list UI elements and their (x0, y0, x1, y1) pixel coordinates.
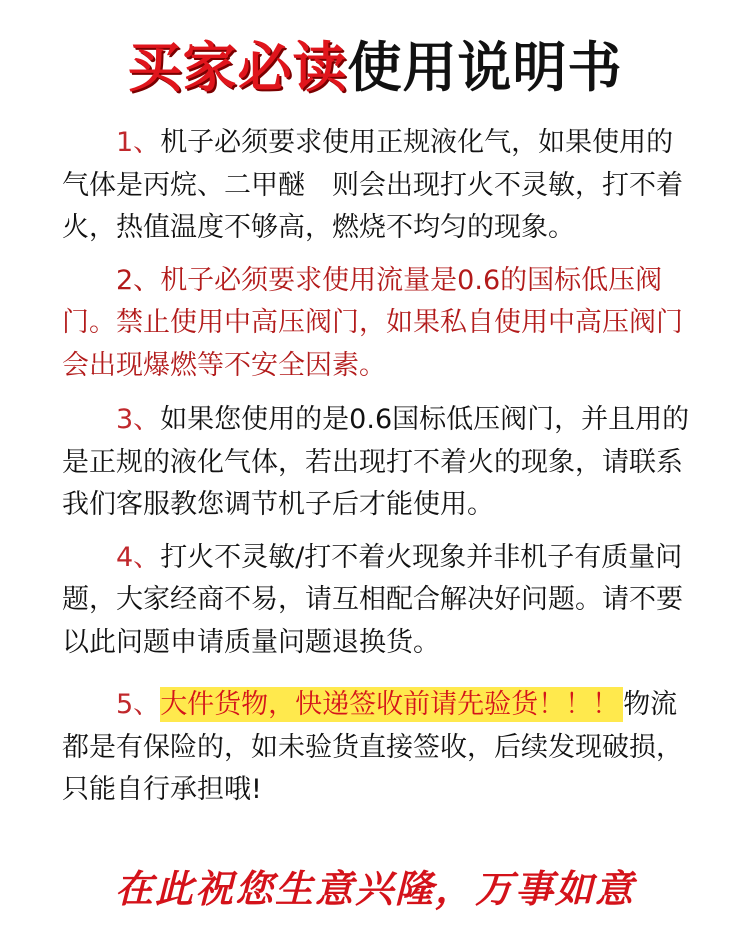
title-red-part: 买家必读 (127, 36, 348, 99)
page-title (0, 28, 750, 108)
instruction-4 (62, 537, 696, 665)
instruction-number: 3、 (116, 404, 161, 435)
title-black-part: 使用说明书 (347, 36, 623, 99)
instructions (62, 122, 696, 822)
blessing-calligraphy: 在此祝您生意兴隆，万事如意 (114, 866, 635, 911)
instruction-text: 机子必须要求使用流量是0.6的国标低压阀门。禁止使用中高压阀门，如果私自使用中高压阀门会出现爆燃等不安全因素。 (62, 264, 683, 381)
instruction-1 (62, 122, 696, 250)
instruction-5 (62, 684, 696, 812)
instruction-number: 2、 (116, 264, 161, 296)
instruction-text: 物流都是有保险的，如未验货直接签收，后续发现破损，只能自行承担哦! (62, 689, 683, 805)
instruction-text: 如果您使用的是0.6国标低压阀门，并且用的是正规的液化气体，若出现打不着火的现象，请联系我们客服教您调节机子后才能使用。 (62, 404, 690, 520)
instruction-number: 5、 (116, 689, 161, 720)
instruction-number: 1、 (116, 127, 161, 158)
instruction-2 (62, 260, 696, 388)
instruction-text: 机子必须要求使用正规液化气，如果使用的气体是丙烷、二甲醚 则会出现打火不灵敏，打不着火，热值温度不够高，燃烧不均匀的现象。 (62, 127, 683, 243)
highlight-warning: 大件货物，快递签收前请先验货！！！ (160, 687, 623, 722)
instruction-3 (62, 399, 696, 527)
instruction-text: 打火不灵敏/打不着火现象并非机子有质量问题，大家经商不易，请互相配合解决好问题。请不要以此问题申请质量问题退换货。 (62, 541, 683, 658)
instruction-number: 4、 (116, 541, 161, 573)
